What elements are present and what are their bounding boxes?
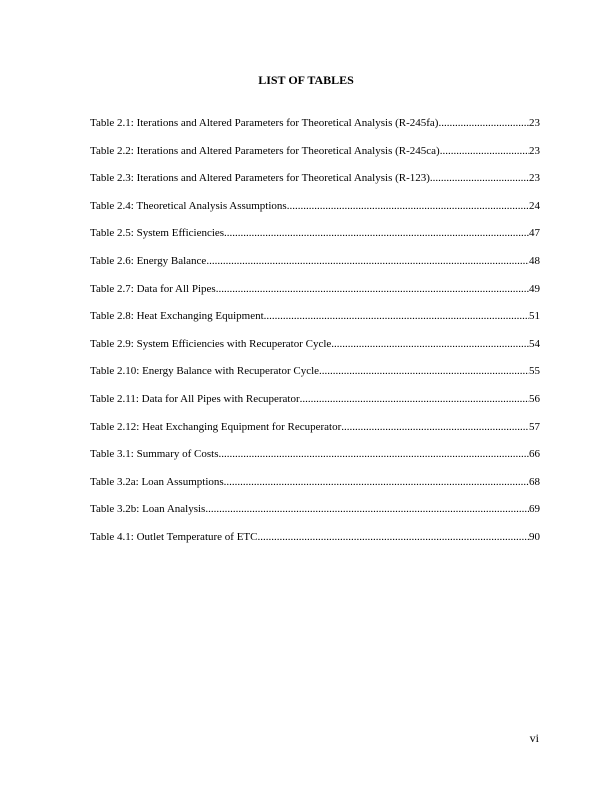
toc-entry-label: Table 4.1: Outlet Temperature of ETC (90, 530, 258, 543)
dot-leader (257, 530, 529, 544)
toc-entry-label: Table 2.9: System Efficiencies with Recuperator Cycle (90, 337, 332, 350)
toc-entry-label: Table 2.11: Data for All Pipes with Recuperator (90, 392, 300, 405)
page-number: vi (529, 731, 539, 745)
toc-entry-page: 90 (529, 530, 540, 543)
toc-entry-page: 49 (529, 282, 540, 295)
toc-entry-page: 23 (529, 144, 540, 157)
toc-entry-page: 56 (529, 392, 540, 405)
page-title: LIST OF TABLES (258, 73, 354, 87)
dot-leader (216, 282, 529, 296)
toc-entry[interactable] (90, 502, 540, 530)
toc-entry-page: 23 (529, 117, 540, 129)
toc-entry-label: Table 2.12: Heat Exchanging Equipment for Recuperator (90, 420, 342, 433)
toc-entry[interactable] (90, 171, 540, 199)
dot-leader (341, 420, 529, 434)
toc-entry[interactable] (90, 116, 540, 144)
toc-entry[interactable] (90, 337, 540, 365)
toc-entry-label: Table 2.7: Data for All Pipes (90, 282, 216, 295)
toc-entry-page: 24 (529, 199, 540, 212)
toc-entry-label: Table 3.2a: Loan Assumptions (90, 475, 224, 488)
toc-entry-page: 51 (529, 310, 540, 323)
dot-leader (218, 447, 529, 461)
toc-entry-label: Table 2.1: Iterations and Altered Parameters for Theoretical Analysis (R-245fa) (90, 117, 439, 129)
toc-entry-label: Table 2.2: Iterations and Altered Parameters for Theoretical Analysis (R-245ca) (90, 144, 440, 157)
dot-leader (206, 254, 529, 268)
toc-entry-label: Table 2.5: System Efficiencies (90, 227, 225, 240)
dot-leader (264, 309, 529, 323)
dot-leader (438, 116, 529, 130)
toc-entry-page: 47 (529, 227, 540, 240)
dot-leader (224, 226, 529, 240)
toc-entry[interactable] (90, 309, 540, 337)
list-of-tables (90, 116, 540, 558)
toc-entry-page: 55 (529, 365, 540, 378)
toc-entry-page: 57 (529, 420, 540, 433)
dot-leader (319, 364, 529, 378)
dot-leader (205, 502, 529, 516)
toc-entry-page: 54 (529, 337, 540, 350)
toc-entry-label: Table 2.10: Energy Balance with Recuperator Cycle (90, 365, 320, 378)
toc-entry-page: 23 (529, 172, 540, 185)
toc-entry[interactable] (90, 392, 540, 420)
toc-entry[interactable] (90, 199, 540, 227)
toc-entry-label: Table 2.3: Iterations and Altered Parameters for Theoretical Analysis (R-123) (90, 172, 430, 185)
toc-entry[interactable] (90, 447, 540, 475)
toc-entry[interactable] (90, 254, 540, 282)
toc-entry-page: 48 (529, 254, 540, 267)
dot-leader (300, 392, 529, 406)
toc-entry[interactable] (90, 144, 540, 172)
toc-entry-label: Table 3.1: Summary of Costs (90, 448, 219, 461)
dot-leader (224, 475, 529, 489)
toc-entry-label: Table 2.6: Energy Balance (90, 254, 207, 267)
dot-leader (331, 337, 529, 351)
dot-leader (430, 171, 529, 185)
toc-entry-page: 68 (529, 475, 540, 488)
toc-entry-label: Table 2.8: Heat Exchanging Equipment (90, 310, 264, 323)
toc-entry[interactable] (90, 226, 540, 254)
toc-entry-label: Table 3.2b: Loan Analysis (90, 503, 206, 516)
toc-entry[interactable] (90, 530, 540, 558)
toc-entry[interactable] (90, 475, 540, 503)
toc-entry-label: Table 2.4: Theoretical Analysis Assumptions (90, 199, 287, 212)
toc-entry-page: 66 (529, 448, 540, 461)
toc-entry[interactable] (90, 282, 540, 310)
dot-leader (287, 199, 529, 213)
dot-leader (440, 144, 529, 158)
toc-entry[interactable] (90, 364, 540, 392)
toc-entry[interactable] (90, 420, 540, 448)
toc-entry-page: 69 (529, 503, 540, 516)
